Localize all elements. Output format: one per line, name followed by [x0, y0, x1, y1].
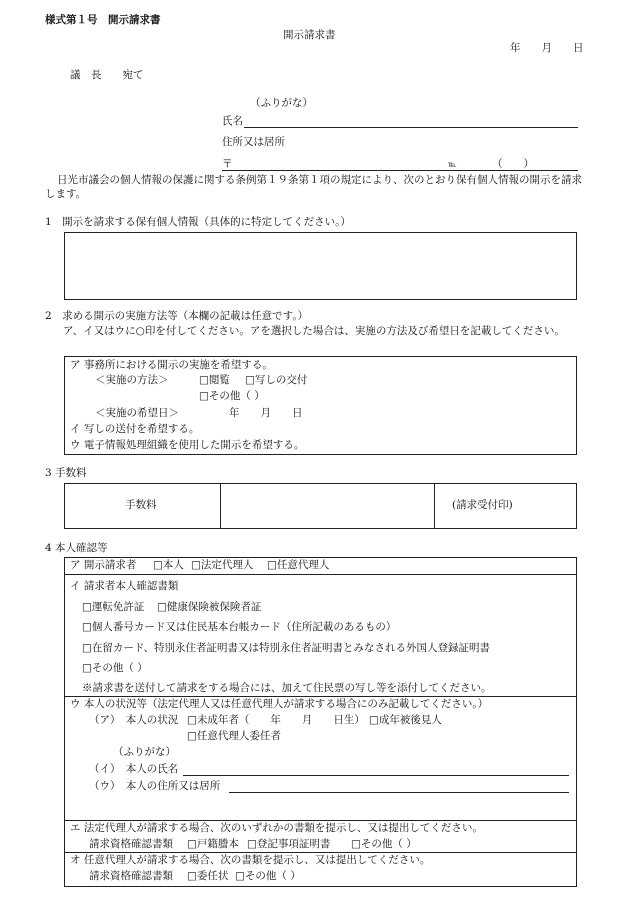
principal-address-input[interactable] — [229, 792, 569, 793]
requester-type-label: ア 開示請求者 — [70, 559, 137, 571]
mynumber-card-checkbox[interactable]: □ 個人番号カード又は住民基本台帳カード（住所記載のあるもの） — [82, 621, 396, 635]
method-option-u[interactable]: ウ 電子情報処理組織を使用した開示を希望する。 — [70, 439, 305, 451]
adult-guardian-checkbox[interactable]: □ 成年被後見人 — [369, 714, 442, 728]
address-label: 住所又は居所 — [222, 136, 285, 148]
principal-furigana-label: （ふりがな） — [113, 746, 176, 758]
section2-instruction: ア、イ又はウに○印を付してください。アを選択した場合は、実施の方法及び希望日を記載してください。 — [63, 325, 565, 337]
principal-status-sublabel: （ア） 本人の状況 — [89, 714, 179, 726]
registry-certificate-checkbox[interactable]: □ 登記事項証明書 — [247, 838, 330, 852]
view-checkbox[interactable]: □ 閲覧 — [199, 374, 230, 388]
address-input[interactable] — [222, 170, 578, 171]
fee-label: 手数料 — [125, 499, 157, 511]
date-field[interactable]: 年 月 日 — [510, 42, 584, 54]
principal-name-label: （イ） 本人の氏名 — [89, 763, 179, 775]
legal-agent-docs-label: エ 法定代理人が請求する場合、次のいずれかの書類を提示し、又は提出してください。 — [70, 822, 483, 834]
other-id-checkbox[interactable]: □ その他（ ） — [82, 662, 148, 676]
id-documents-label: イ 請求者本人確認書類 — [70, 580, 179, 592]
section2-heading: 2 求める開示の実施方法等（本欄の記載は任意です。） — [45, 310, 309, 322]
section1-heading: 1 開示を請求する保有個人情報（具体的に特定してください。） — [45, 216, 351, 228]
identity-box — [64, 557, 577, 887]
addressee: 議 長 宛て — [70, 69, 144, 81]
voluntary-agent-docs-sublabel: 請求資格確認書類 — [89, 870, 173, 882]
health-insurance-checkbox[interactable]: □ 健康保険被保険者証 — [157, 601, 261, 615]
tel-label: ℡ — [448, 160, 457, 169]
page-title: 開示請求書 — [283, 29, 336, 41]
method-option-i[interactable]: イ 写しの送付を希望する。 — [70, 423, 200, 435]
self-checkbox[interactable]: □ 本人 — [153, 559, 184, 573]
mail-request-note: ※請求書を送付して請求をする場合には、加えて住民票の写し等を添付してください。 — [82, 682, 492, 694]
postal-mark: 〒 — [222, 158, 233, 170]
method-label: ＜実施の方法＞ — [95, 374, 169, 386]
requested-info-input[interactable] — [64, 232, 577, 300]
section3-heading: 3 手数料 — [45, 467, 87, 479]
residence-card-checkbox[interactable]: □ 在留カード、特別永住者証明書又は特別永住者証明書とみなされる外国人登録証明書 — [82, 642, 490, 656]
tel-paren: （ ） — [492, 158, 534, 170]
legal-agent-checkbox[interactable]: □ 法定代理人 — [191, 559, 253, 573]
date-label: ＜実施の希望日＞ — [95, 407, 179, 419]
legal-other-checkbox[interactable]: □ その他（ ） — [351, 838, 417, 852]
intro-text: 日光市議会の個人情報の保護に関する条例第１９条第１項の規定により、次のとおり保有個人情報の開示を請求します。 — [45, 174, 582, 200]
method-option-a[interactable]: ア 事務所における開示の実施を希望する。 — [70, 359, 273, 371]
name-input[interactable] — [244, 127, 578, 128]
principal-address-label: （ウ） 本人の住所又は居所 — [89, 780, 221, 792]
form-number: 様式第１号 開示請求書 — [45, 14, 161, 26]
voluntary-agent-docs-label: オ 任意代理人が請求する場合、次の書類を提示し、又は提出してください。 — [70, 854, 431, 866]
principal-status-label: ウ 本人の状況等（法定代理人又は任意代理人が請求する場合にのみ記載してください。） — [70, 698, 489, 710]
drivers-license-checkbox[interactable]: □ 運転免許証 — [82, 601, 144, 615]
power-of-attorney-checkbox[interactable]: □ 委任状 — [187, 870, 228, 884]
fee-table — [64, 483, 577, 529]
furigana-label: （ふりがな） — [250, 97, 313, 109]
copy-checkbox[interactable]: □ 写しの交付 — [245, 374, 307, 388]
section4-heading: 4 本人確認等 — [45, 542, 108, 554]
principal-name-input[interactable] — [183, 775, 569, 776]
voluntary-principal-checkbox[interactable]: □ 任意代理人委任者 — [187, 730, 281, 744]
method-box — [64, 356, 577, 455]
voluntary-agent-checkbox[interactable]: □ 任意代理人 — [267, 559, 329, 573]
minor-checkbox[interactable]: □ 未成年者（ 年 月 日生） — [187, 714, 365, 728]
family-register-checkbox[interactable]: □ 戸籍謄本 — [187, 838, 239, 852]
legal-agent-docs-sublabel: 請求資格確認書類 — [89, 838, 173, 850]
name-label: 氏名 — [222, 115, 243, 127]
stamp-label: (請求受付印) — [452, 499, 513, 511]
other-method-checkbox[interactable]: □ その他（ ） — [199, 390, 265, 404]
voluntary-other-checkbox[interactable]: □ その他（ ） — [235, 870, 301, 884]
preferred-date[interactable]: 年 月 日 — [229, 407, 303, 419]
